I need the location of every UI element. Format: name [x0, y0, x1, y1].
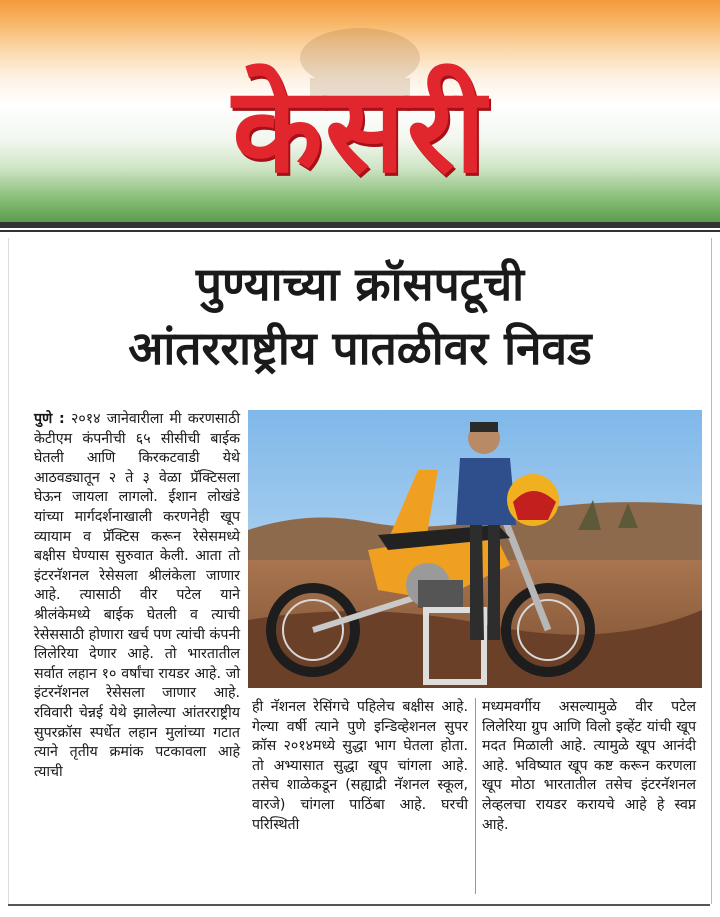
newspaper-title: केसरी [232, 60, 488, 199]
masthead [0, 0, 720, 222]
masthead-rule [0, 222, 720, 228]
column-divider [475, 698, 476, 894]
bottom-rule [8, 904, 710, 906]
column-2-text: ही नॅशनल रेसिंगचे पहिलेच बक्षीस आहे. गेल्या वर्षी त्याने पुणे इन्डिव्हेशनल सुपर क्रॉस २०१४मध्ये सुद्धा भाग घेतला होता. तो अभ्यासात सुद्धा खूप चांगला आहे. तसेच शाळेकडून (सह्याद्री नॅशनल स्कूल, वारजे) चांगला पाठिंबा आहे. घरची परिस्थिती [252, 699, 468, 833]
dateline: पुणे : [34, 411, 65, 427]
column-1-text: २०१४ जानेवारीला मी करणसाठी केटीएम कंपनीची ६५ सीसीची बाईक घेतली आणि किरकटवाडी येथे आठवड्यातून २ ते ३ वेळा प्रॅक्टिसला घेऊन जायला लागलो. ईशान लोखंडे यांच्या मार्गदर्शनाखाली करणनेही खूप व्यायाम व प्रॅक्टिस करून रेसेसमध्ये बक्षीस घेण्यास सुरुवात केली. आता तो इंटरनॅशनल रेसेसला श्रीलंकेला जाणार आहे. त्यासाठी वीर पटेल याने श्रीलंकेमध्ये बाईक घेतली व त्याची रेसेससाठी होणारा खर्च पण त्यांची कंपनी लिलेरिया देणार आहे. तो भारतातील सर्वात लहान १० वर्षांचा रायडर आहे. जो इंटरनॅशनल रेसेसला जाणार आहे. रविवारी चेन्नई येथे झालेल्या आंतरराष्ट्रीय सुपरक्रॉस स्पर्धेत लहान मुलांच्या गटात त्याने तृतीय क्रमांक पटकावला आहे त्याची [34, 411, 241, 780]
headline-line-1: पुण्याच्या क्रॉसपटूची [195, 257, 525, 311]
article-column-2 [252, 698, 468, 835]
headline [20, 252, 700, 380]
article-column-1 [34, 410, 240, 782]
column-3-text: मध्यमवर्गीय असल्यामुळे वीर पटेल लिलेरिया ग्रुप आणि विलो इव्हेंट यांची खूप मदत मिळाली आहे. त्यामुळे खूप आनंदी आहे. भविष्यात खूप कष्ट करून करणला खूप मोठा भारतातील तसेच इंटरनॅशनल लेव्हलचा रायडर करायचे आहे हे स्वप्न आहे. [482, 699, 696, 833]
article-column-3 [482, 698, 696, 835]
article-photo [248, 410, 702, 688]
boy-with-dirt-bike-image [248, 410, 702, 688]
masthead-rule-thin [0, 230, 720, 232]
headline-line-2: आंतरराष्ट्रीय पातळीवर निवड [128, 321, 592, 375]
